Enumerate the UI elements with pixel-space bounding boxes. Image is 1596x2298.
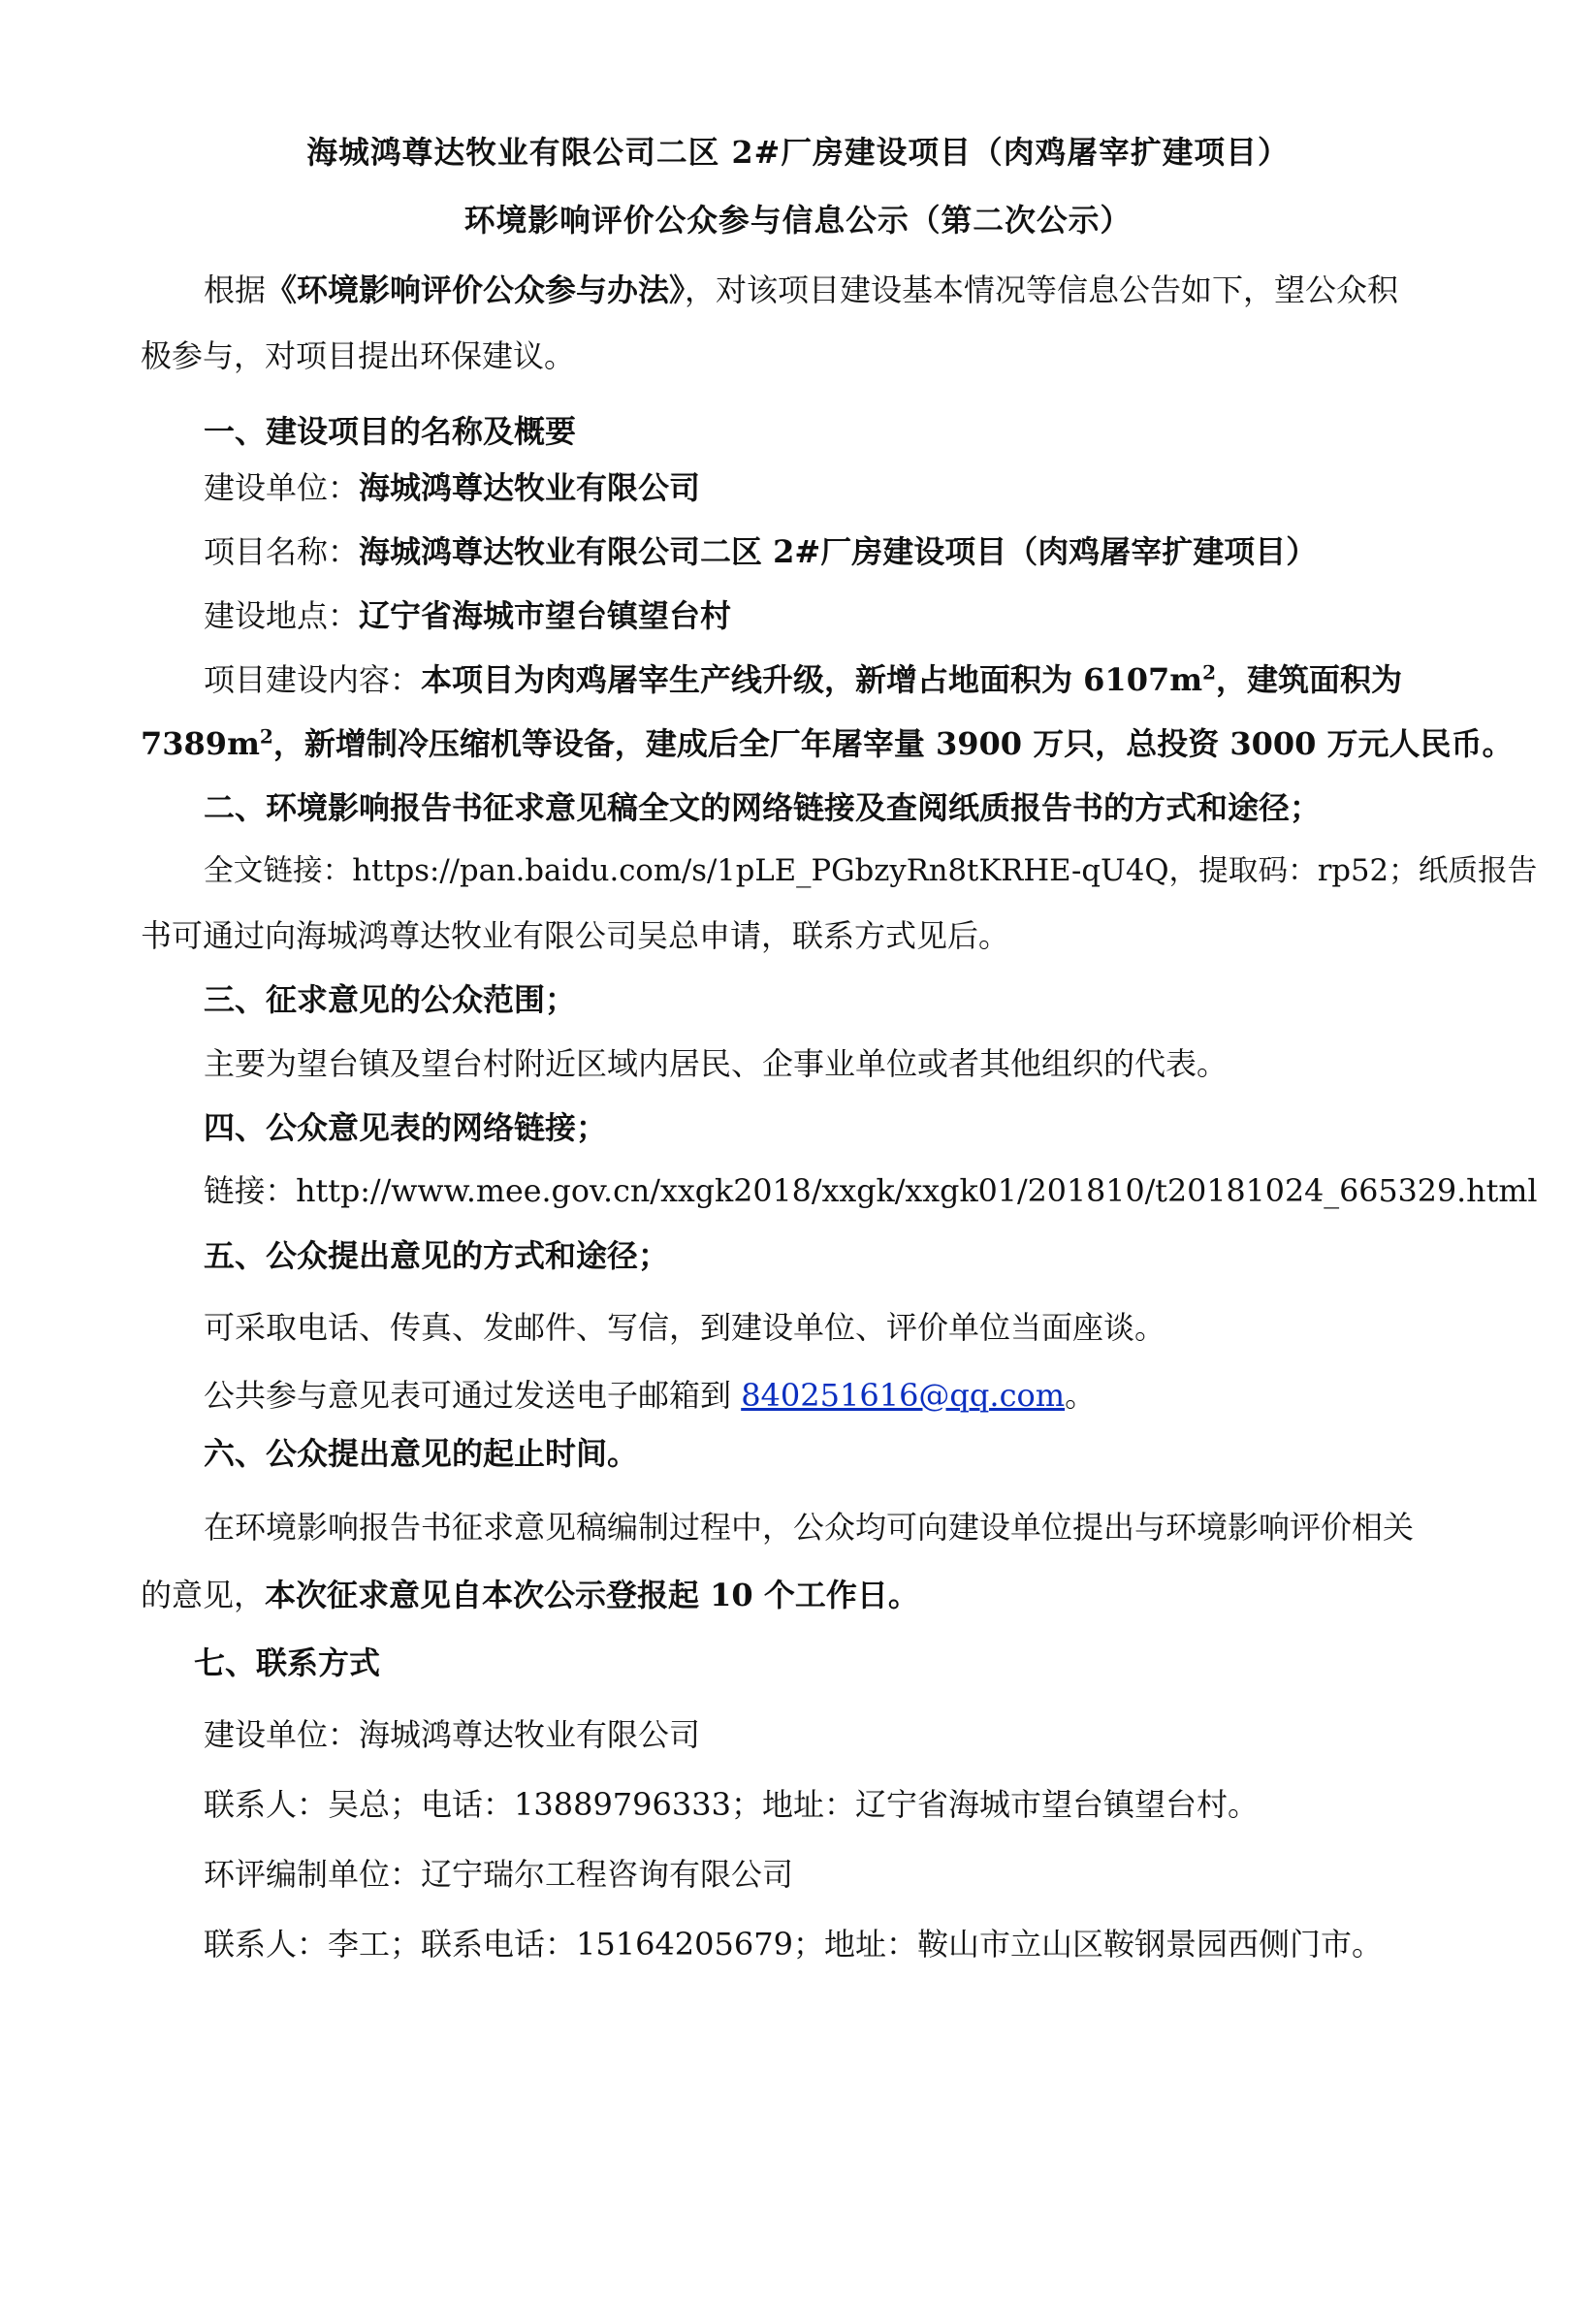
s1-content-c: 7389m [141,725,260,762]
intro-law-name: 《环境影响评价公众参与办法》 [266,271,686,308]
s1-content-d: ，新增制冷压缩机等设备，建成后全厂年屠宰量 3900 万只，总投资 3000 万元人民币。 [272,725,1514,762]
s7-eia-unit: 环评编制单位：辽宁瑞尔工程咨询有限公司 [204,1856,794,1893]
section-1-heading: 一、建设项目的名称及概要 [204,413,577,450]
s1-content-a-sup: 2 [1202,660,1217,685]
s1-site-line [204,599,731,633]
section-4-heading: 四、公众意见表的网络链接； [204,1109,608,1146]
s1-content-a: 本项目为肉鸡屠宰生产线升级，新增占地面积为 6107m [421,661,1203,698]
s1-name-line [204,535,1317,569]
s3-text: 主要为望台镇及望台村附近区域内居民、企事业单位或者其他组织的代表。 [204,1045,1229,1082]
intro-prefix: 根据 [204,271,267,308]
s5-email-line [204,1379,1096,1413]
s2-line-b: 书可通过向海城鸿尊达牧业有限公司吴总申请，联系方式见后。 [141,917,1010,954]
intro-text-a: ，对该项目建设基本情况等信息公告如下，望公众积 [685,271,1399,308]
s6-text-b-line [141,1579,919,1612]
s5-email-prefix: 公共参与意见表可通过发送电子邮箱到 [204,1377,742,1414]
s5-email-suffix: 。 [1065,1377,1097,1414]
s1-name-label: 项目名称： [204,533,360,570]
s1-site-label: 建设地点： [204,597,360,634]
intro-line-1 [204,273,1398,307]
s7-contact-2: 联系人：李工；联系电话：15164205679；地址：鞍山市立山区鞍钢景园西侧门市。 [204,1926,1383,1963]
email-link[interactable]: 840251616@qq.com [741,1377,1066,1414]
s1-unit-label: 建设单位： [204,469,360,506]
section-6-heading: 六、公众提出意见的起止时间。 [204,1435,639,1472]
s6-text-b-plain: 的意见， [141,1577,266,1613]
s7-contact-1: 联系人：吴总；电话：13889796333；地址：辽宁省海城市望台镇望台村。 [204,1786,1259,1823]
intro-line-2: 极参与，对项目提出环保建议。 [141,337,576,374]
section-7-heading: 七、联系方式 [194,1644,381,1681]
s1-unit-value: 海城鸿尊达牧业有限公司 [359,469,701,506]
s1-content-line-2 [141,724,1514,762]
s1-content-line-1 [204,660,1403,698]
s6-text-b-bold: 本次征求意见自本次公示登报起 10 个工作日。 [265,1577,919,1613]
title-line-1: 海城鸿尊达牧业有限公司二区 2#厂房建设项目（肉鸡屠宰扩建项目） [306,135,1290,171]
s4-link-text: 链接：http://www.mee.gov.cn/xxgk2018/xxgk/xxgk01/201810/t20181024_665329.html [204,1174,1538,1209]
s6-text-a: 在环境影响报告书征求意见稿编制过程中，公众均可向建设单位提出与环境影响评价相关 [204,1509,1415,1546]
title-line-2: 环境影响评价公众参与信息公示（第二次公示） [463,203,1133,239]
s1-content-b: ，建筑面积为 [1216,661,1403,698]
section-3-heading: 三、征求意见的公众范围； [204,981,577,1018]
s1-name-value: 海城鸿尊达牧业有限公司二区 2#厂房建设项目（肉鸡屠宰扩建项目） [359,533,1318,570]
section-5-heading: 五、公众提出意见的方式和途径； [204,1237,670,1274]
s2-line-a: 全文链接：https://pan.baidu.com/s/1pLE_PGbzyRn8tKRHE-qU4Q，提取码：rp52；纸质报告 [204,854,1538,888]
s7-unit: 建设单位：海城鸿尊达牧业有限公司 [204,1716,701,1753]
s5-text-a: 可采取电话、传真、发邮件、写信，到建设单位、评价单位当面座谈。 [204,1309,1166,1346]
s1-content-c-sup: 2 [259,724,273,749]
s1-unit-line [204,471,700,505]
s1-site-value: 辽宁省海城市望台镇望台村 [359,597,732,634]
s1-content-label: 项目建设内容： [204,661,422,698]
section-2-heading: 二、环境影响报告书征求意见稿全文的网络链接及查阅纸质报告书的方式和途径； [204,789,1322,826]
